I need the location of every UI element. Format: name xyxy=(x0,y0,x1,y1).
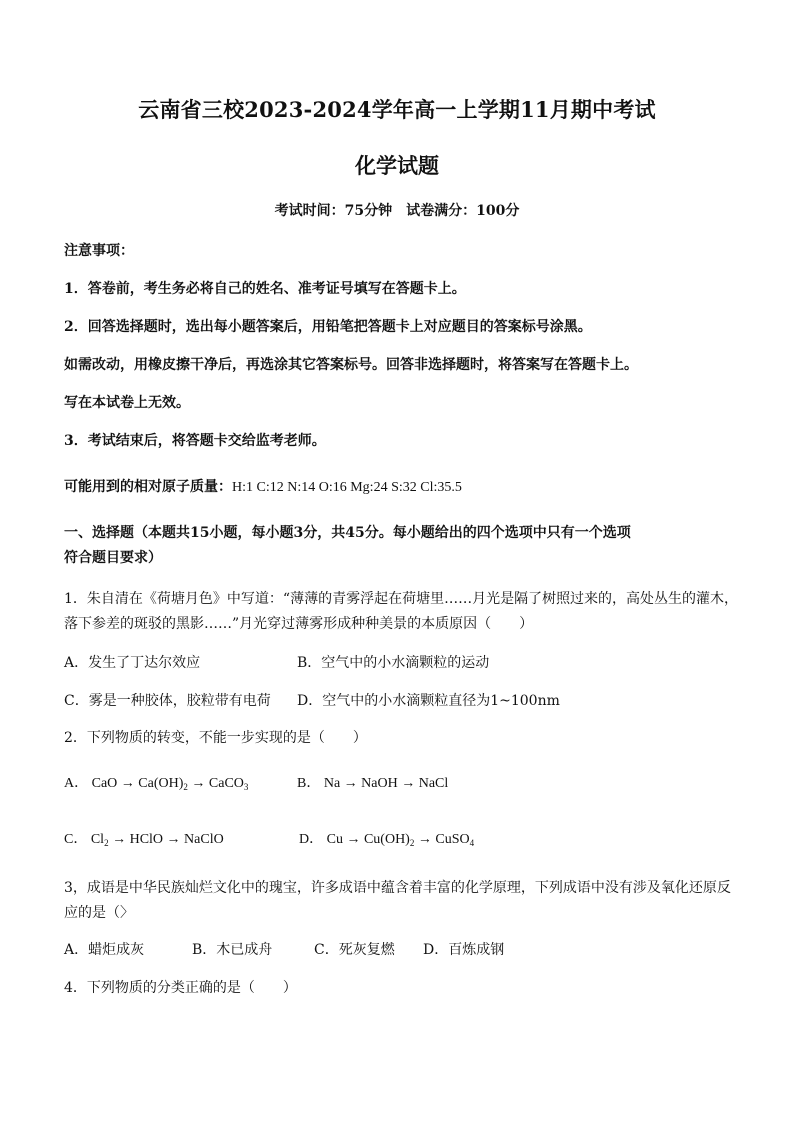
question-3-option-c: C．死灰复燃 xyxy=(314,942,395,958)
question-1-stem-cont: 落下参差的斑驳的黑影……”月光穿过薄雾形成种种美景的本质原因（ ） xyxy=(64,616,534,632)
question-2-option-b: B． Na → NaOH → NaCl xyxy=(297,776,449,791)
question-3-stem: 3，成语是中华民族灿烂文化中的瑰宝，许多成语中蕴含着丰富的化学原理，下列成语中没有涉及氧化还原反 xyxy=(64,880,731,896)
question-2-option-a: A． CaO → $Ca(OH)_2$ → CaCO$_3$ xyxy=(64,776,249,792)
notice-item: 1．答卷前，考生务必将自己的姓名、准考证号填写在答题卡上。 xyxy=(64,281,466,297)
question-1-option-a: A．发生了丁达尔效应 xyxy=(64,655,201,671)
question-3-option-a: A．蜡炬成灰 xyxy=(64,942,145,958)
notice-item: 写在本试卷上无效。 xyxy=(64,395,190,411)
exam-info: 考试时间：75分钟 试卷满分：100分 xyxy=(274,203,520,219)
question-4-stem: 4．下列物质的分类正确的是（ ） xyxy=(64,980,297,996)
question-3-option-d: D．百炼成钢 xyxy=(423,942,505,958)
question-2-option-d: D． $Cu \to Cu(OH)_2$ → CuSO$_4$ xyxy=(299,832,475,848)
notice-heading: 注意事项： xyxy=(64,243,134,259)
question-1-option-d: D．空气中的小水滴颗粒直径为1~100nm xyxy=(297,693,560,709)
atomic-masses-label: 可能用到的相对原子质量： xyxy=(64,479,232,495)
question-1-option-c: C．雾是一种胶体，胶粒带有电荷 xyxy=(64,693,271,709)
atomic-masses-values: H:1 C:12 N:14 O:16 Mg:24 S:32 Cl:35.5 xyxy=(232,480,462,495)
question-1-stem: 1．朱自清在《荷塘月色》中写道：“薄薄的青雾浮起在荷塘里……月光是隔了树照过来的，高处丛生的灌木， xyxy=(64,591,739,607)
question-2-stem: 2．下列物质的转变，不能一步实现的是（ ） xyxy=(64,730,367,746)
notice-item: 2．回答选择题时，选出每小题答案后，用铅笔把答题卡上对应题目的答案标号涂黑。 xyxy=(64,319,592,335)
question-3-option-b: B．木已成舟 xyxy=(192,942,273,958)
notice-item: 3．考试结束后，将答题卡交给监考老师。 xyxy=(64,433,326,449)
question-2-option-c: C． $Cl_2$ → HClO → NaClO xyxy=(64,832,224,848)
exam-title: 云南省三校2023-2024学年高一上学期11月期中考试 xyxy=(138,97,656,122)
question-3-stem-cont: 应的是（〉 xyxy=(64,905,134,921)
notice-item: 如需改动，用橡皮擦干净后，再选涂其它答案标号。回答非选择题时，将答案写在答题卡上。 xyxy=(64,357,638,373)
question-1-option-b: B．空气中的小水滴颗粒的运动 xyxy=(297,655,490,671)
section-heading-cont: 符合题目要求） xyxy=(64,550,162,566)
subject-title: 化学试题 xyxy=(355,153,439,178)
atomic-masses xyxy=(64,476,462,496)
section-heading: 一、选择题（本题共15小题，每小题3分，共45分。每小题给出的四个选项中只有一个选项 xyxy=(64,525,631,541)
